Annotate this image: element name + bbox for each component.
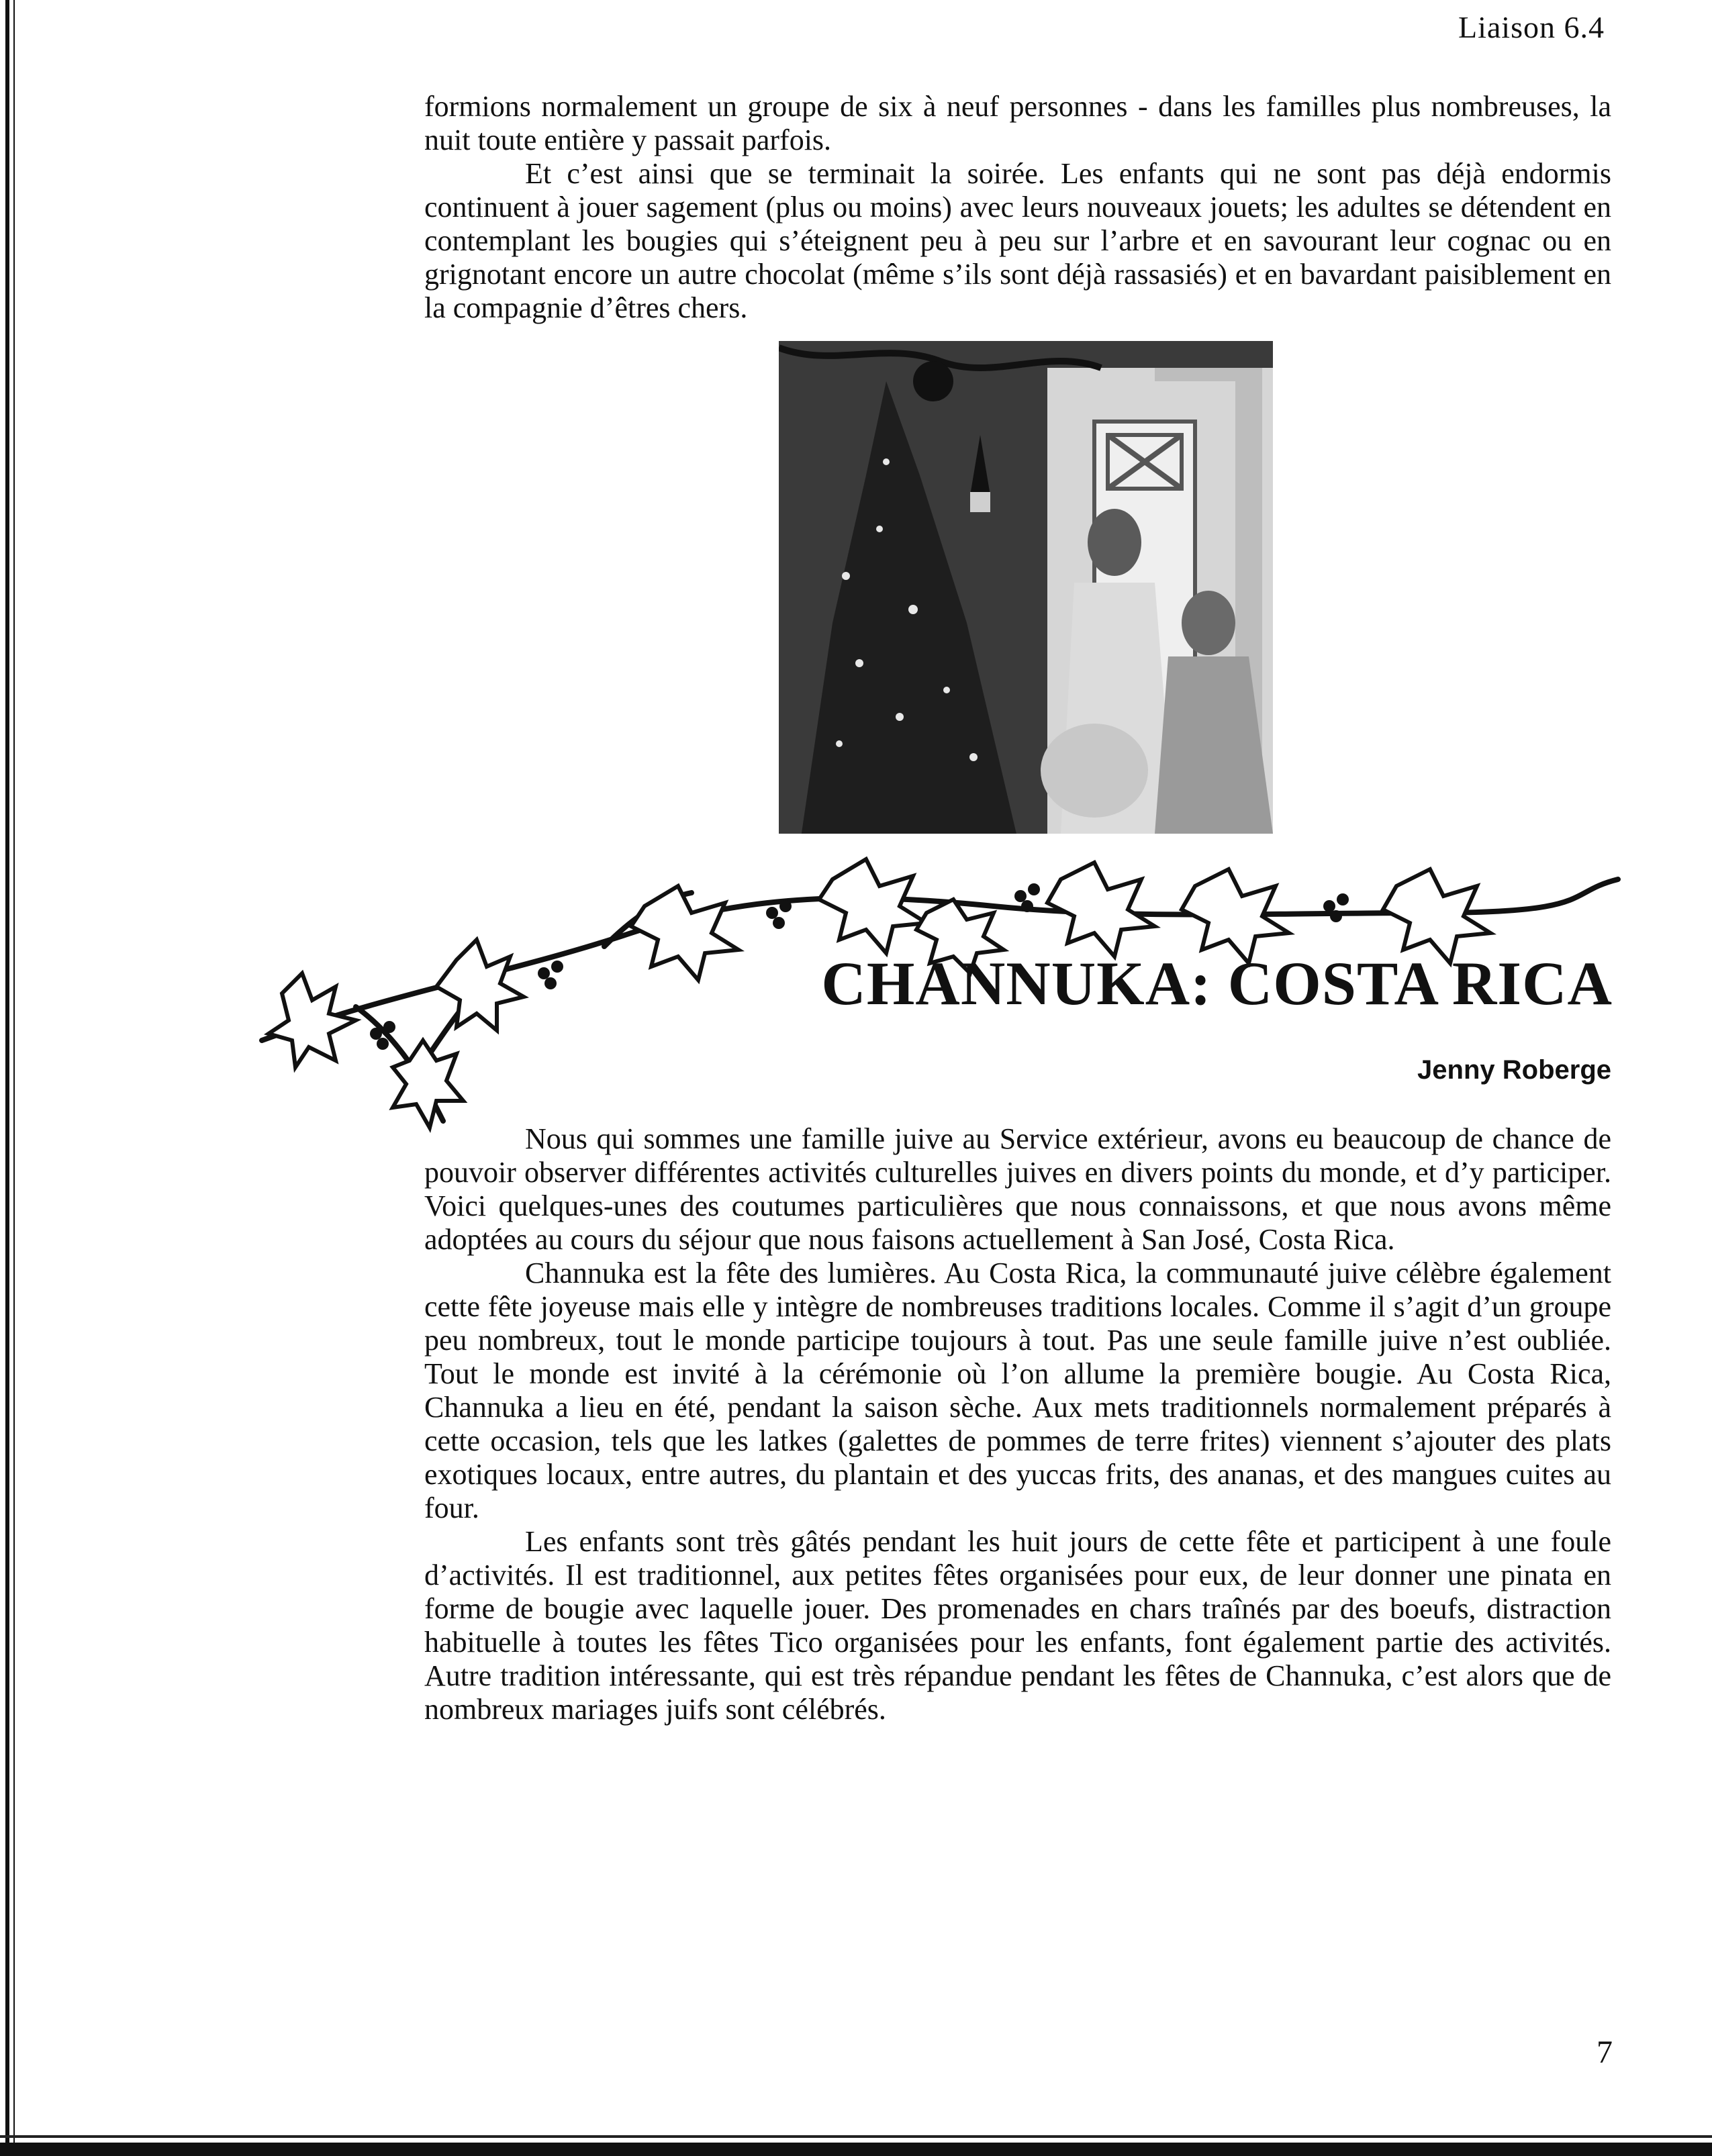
article-title: CHANNUKA: COSTA RICA bbox=[821, 949, 1613, 1018]
paragraph: Nous qui sommes une famille juive au Service extérieur, avons eu beaucoup de chance de pouvoir observer différentes activités culturelles juives en divers points du monde, et d’y participer. Voici quelques-unes des coutumes particulières que nous connaissons, et que nous avons même adoptées au cours du séjour que nous faisons actuellement à San José, Costa Rica. bbox=[424, 1122, 1611, 1256]
paragraph: Les enfants sont très gâtés pendant les huit jours de cette fête et participent à une foule d’activités. Il est traditionnel, aux petites fêtes organisées pour eux, de leur donner une pinata en forme de bougie avec laquelle jouer. Des promenades en chars traînés par des boeufs, distraction habituelle à toutes les fêtes Tico organisées pour les enfants, font également partie des activités. Autre tradition intéressante, qui est très répandue pendant les fêtes de Channuka, c’est alors que de nombreux mariages juifs sont célébrés. bbox=[424, 1525, 1611, 1726]
page-border-left bbox=[5, 0, 15, 2156]
running-header: Liaison 6.4 bbox=[1458, 10, 1605, 44]
page-border-bottom bbox=[0, 2143, 1712, 2156]
christmas-photo bbox=[779, 341, 1273, 834]
page-number: 7 bbox=[1597, 2035, 1613, 2070]
top-text-block bbox=[424, 90, 1611, 325]
paragraph: Channuka est la fête des lumières. Au Costa Rica, la communauté juive célèbre également cette fête joyeuse mais elle y intègre de nombreuses traditions locales. Comme il s’agit d’un groupe peu nombreux, tout le monde participe toujours à tout. Pas une seule famille juive n’est oubliée. Tout le monde est invité à la cérémonie où l’on allume la première bougie. Au Costa Rica, Channuka a lieu en été, pendant la saison sèche. Aux mets traditionnels normalement préparés à cette occasion, tels que les latkes (galettes de pommes de terre frites) viennent s’ajouter des plats exotiques locaux, entre autres, du plantain et des yuccas frits, des ananas, et des mangues cuites au four. bbox=[424, 1257, 1611, 1524]
article-author: Jenny Roberge bbox=[1417, 1055, 1611, 1085]
paragraph: Et c’est ainsi que se terminait la soirée. Les enfants qui ne sont pas déjà endormis continuent à jouer sagement (plus ou moins) avec leurs nouveaux jouets; les adultes se détendent en contemplant les bougies qui s’éteignent peu à peu sur l’arbre et en savourant leur cognac ou en grignotant encore un autre chocolat (même s’ils sont déjà rassasiés) et en bavardant paisiblement en la compagnie d’êtres chers. bbox=[424, 157, 1611, 324]
photo-illustration bbox=[779, 341, 1273, 834]
article-body bbox=[424, 1122, 1611, 1726]
paragraph: formions normalement un groupe de six à neuf personnes - dans les familles plus nombreuses, la nuit toute entière y passait parfois. bbox=[424, 90, 1611, 156]
